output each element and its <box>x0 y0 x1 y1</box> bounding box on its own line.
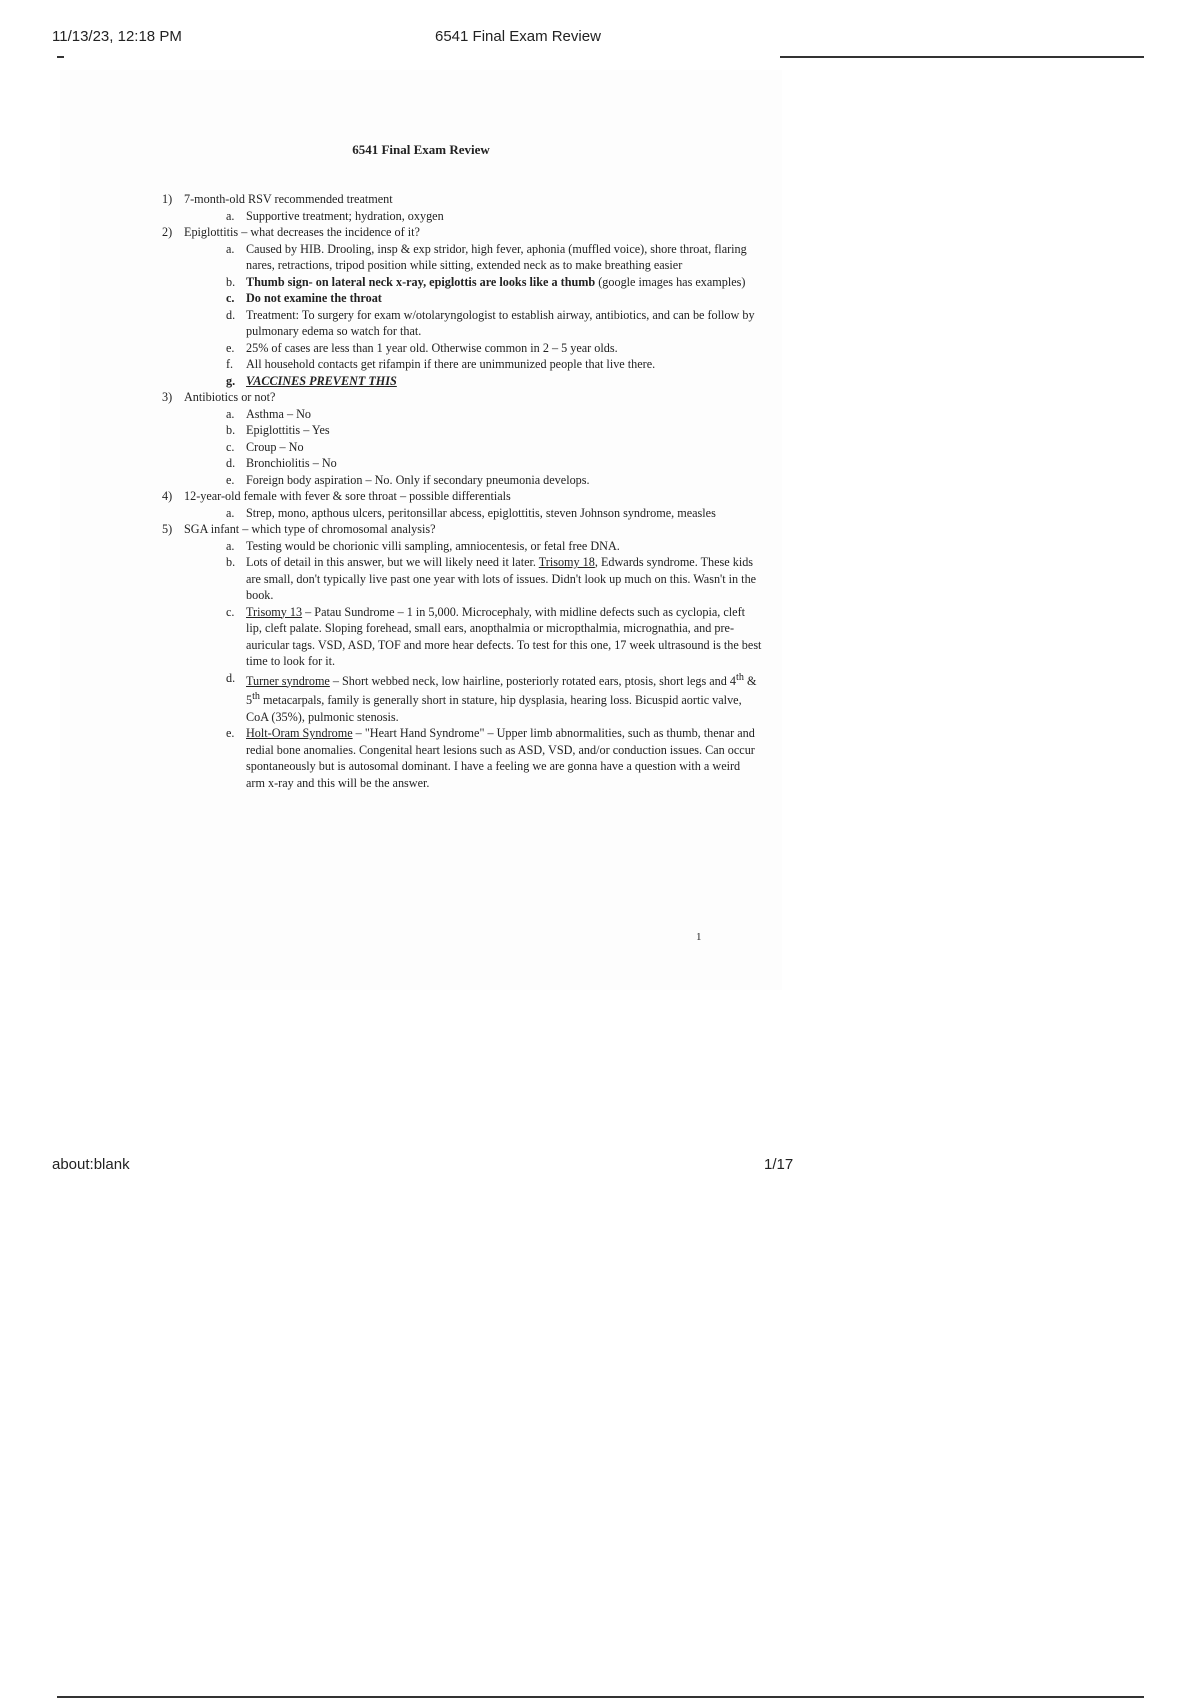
answer-item <box>226 455 762 472</box>
header-rule <box>780 56 1144 58</box>
answer-text: All household contacts get rifampin if there are unimmunized people that live there. <box>246 357 656 371</box>
bottom-rule <box>57 1696 1144 1698</box>
answer-text-bold: Thumb sign- on lateral neck x-ray, epiglottis are looks like a thumb <box>246 274 596 289</box>
answer-item <box>226 241 762 274</box>
answer-letter: d. <box>226 670 236 685</box>
answer-text: Treatment: To surgery for exam w/otolaryngologist to establish airway, antibiotics, and can be follow by pulmonary edema so watch for that. <box>246 307 755 338</box>
answer-item <box>226 554 762 604</box>
answer-item <box>226 670 762 726</box>
question-3 <box>162 389 762 488</box>
question-list <box>162 191 762 791</box>
print-title: 6541 Final Exam Review <box>435 28 601 45</box>
answer-item <box>226 439 762 456</box>
answer-letter: b. <box>226 555 236 569</box>
answer-item <box>226 505 762 522</box>
answer-letter: a. <box>226 538 235 553</box>
answer-text: – Patau Sundrome – 1 in 5,000. Microcephaly, with midline defects such as cyclopia, cleft lip, cleft palate. Sloping forehead, small ears, anopthalmia or micropthalmia, micrognathia, and pre-auricular tags. VSD, ASD, TOF and more hear defects. To test for this one, 17 week ultrasound is the best time to look for it. <box>246 604 762 668</box>
answer-text: (google images has examples) <box>595 274 746 289</box>
answer-text: – Short webbed neck, low hairline, posteriorly rotated ears, ptosis, short legs and 4 <box>329 673 737 688</box>
answer-letter: e. <box>226 726 235 741</box>
answer-letter: g. <box>226 373 236 388</box>
answer-item <box>226 604 762 670</box>
answer-list <box>184 538 762 792</box>
answer-text: Foreign body aspiration – No. Only if secondary pneumonia develops. <box>246 472 590 487</box>
question-text: SGA infant – which type of chromosomal analysis? <box>184 522 436 536</box>
answer-item <box>226 725 762 791</box>
answer-letter: c. <box>226 604 235 619</box>
answer-list <box>184 505 762 522</box>
question-number: 5) <box>162 522 173 536</box>
answer-text: Strep, mono, apthous ulcers, peritonsillar abcess, epiglottitis, steven Johnson syndrome, measles <box>246 505 716 520</box>
answer-item <box>226 208 762 225</box>
superscript: th <box>736 671 744 683</box>
answer-letter: a. <box>226 505 235 520</box>
answer-item <box>226 422 762 439</box>
syndrome-name: Trisomy 18 <box>538 555 595 569</box>
answer-text: metacarpals, family is generally short in stature, hip dysplasia, hearing loss. Bicuspid aortic valve, CoA (35%), pulmonic stenosis. <box>246 693 742 724</box>
answer-text: – "Heart Hand Syndrome" – Upper limb abnormalities, such as thumb, thenar and redial bone anomalies. Congenital heart lesions such as ASD, VSD, and/or conduction issues. Can occur spontaneously but is autosomal dominant. I have a feeling we are gonna have a question with a weird arm x-ray and this will be the answer. <box>246 726 755 790</box>
answer-text: Croup – No <box>246 439 304 454</box>
answer-item <box>226 472 762 489</box>
answer-letter: d. <box>226 307 236 322</box>
question-text: Epiglottitis – what decreases the incidence of it? <box>184 225 420 239</box>
answer-letter: d. <box>226 456 236 470</box>
answer-item <box>226 307 762 340</box>
document-page <box>60 70 782 990</box>
answer-letter: a. <box>226 241 235 256</box>
answer-text: Bronchiolitis – No <box>246 456 337 470</box>
answer-letter: b. <box>226 423 236 437</box>
answer-list <box>184 241 762 390</box>
answer-text: Supportive treatment; hydration, oxygen <box>246 208 444 223</box>
superscript: th <box>252 691 260 703</box>
answer-text: , Edwards syndrome. These kids are small, don't typically live past one year with lots of issues. Didn't look up much on this. Wasn't in the book. <box>246 555 757 602</box>
answer-item <box>226 406 762 423</box>
syndrome-name: Trisomy 13 <box>246 604 303 619</box>
answer-item <box>226 538 762 555</box>
question-text: 12-year-old female with fever & sore throat – possible differentials <box>184 489 511 503</box>
document-page-number: 1 <box>696 931 702 943</box>
question-2 <box>162 224 762 389</box>
question-number: 1) <box>162 192 173 206</box>
syndrome-name: Turner syndrome <box>246 673 330 688</box>
answer-letter: e. <box>226 340 235 355</box>
answer-letter: a. <box>226 406 235 421</box>
answer-item <box>226 373 762 390</box>
answer-item <box>226 340 762 357</box>
answer-text: Testing would be chorionic villi sampling, amniocentesis, or fetal free DNA. <box>246 538 620 553</box>
answer-text: & 5 <box>246 673 757 708</box>
question-text: Antibiotics or not? <box>184 390 276 404</box>
print-datetime: 11/13/23, 12:18 PM <box>52 28 182 45</box>
question-5 <box>162 521 762 791</box>
question-number: 3) <box>162 390 173 404</box>
syndrome-name: Holt-Oram Syndrome <box>246 726 353 741</box>
answer-letter: c. <box>226 291 235 305</box>
answer-text: Lots of detail in this answer, but we will likely need it later. <box>246 555 539 569</box>
answer-text: Epiglottitis – Yes <box>246 423 330 437</box>
answer-letter: e. <box>226 472 235 487</box>
question-number: 2) <box>162 225 173 239</box>
answer-text-emphasis: VACCINES PREVENT THIS <box>246 373 397 388</box>
answer-list <box>184 208 762 225</box>
answer-text-bold: Do not examine the throat <box>246 291 382 305</box>
document-title: 6541 Final Exam Review <box>352 142 490 157</box>
question-number: 4) <box>162 489 173 503</box>
question-text: 7-month-old RSV recommended treatment <box>184 192 393 206</box>
answer-text: Asthma – No <box>246 406 311 421</box>
answer-item <box>226 356 762 373</box>
answer-text: Caused by HIB. Drooling, insp & exp stridor, high fever, aphonia (muffled voice), shore throat, flaring nares, retractions, tripod position while sitting, extended neck as to make breathing easier <box>246 241 747 272</box>
answer-letter: c. <box>226 439 235 454</box>
answer-letter: f. <box>226 357 234 371</box>
print-page-count: 1/17 <box>764 1156 794 1173</box>
answer-letter: b. <box>226 274 236 289</box>
question-4 <box>162 488 762 521</box>
answer-letter: a. <box>226 208 235 223</box>
answer-item <box>226 290 762 307</box>
answer-list <box>184 406 762 489</box>
answer-item <box>226 274 762 291</box>
document-body <box>162 191 762 791</box>
answer-text: 25% of cases are less than 1 year old. Otherwise common in 2 – 5 year olds. <box>246 340 618 355</box>
question-1 <box>162 191 762 224</box>
print-url: about:blank <box>52 1156 130 1173</box>
header-dash <box>57 56 64 58</box>
